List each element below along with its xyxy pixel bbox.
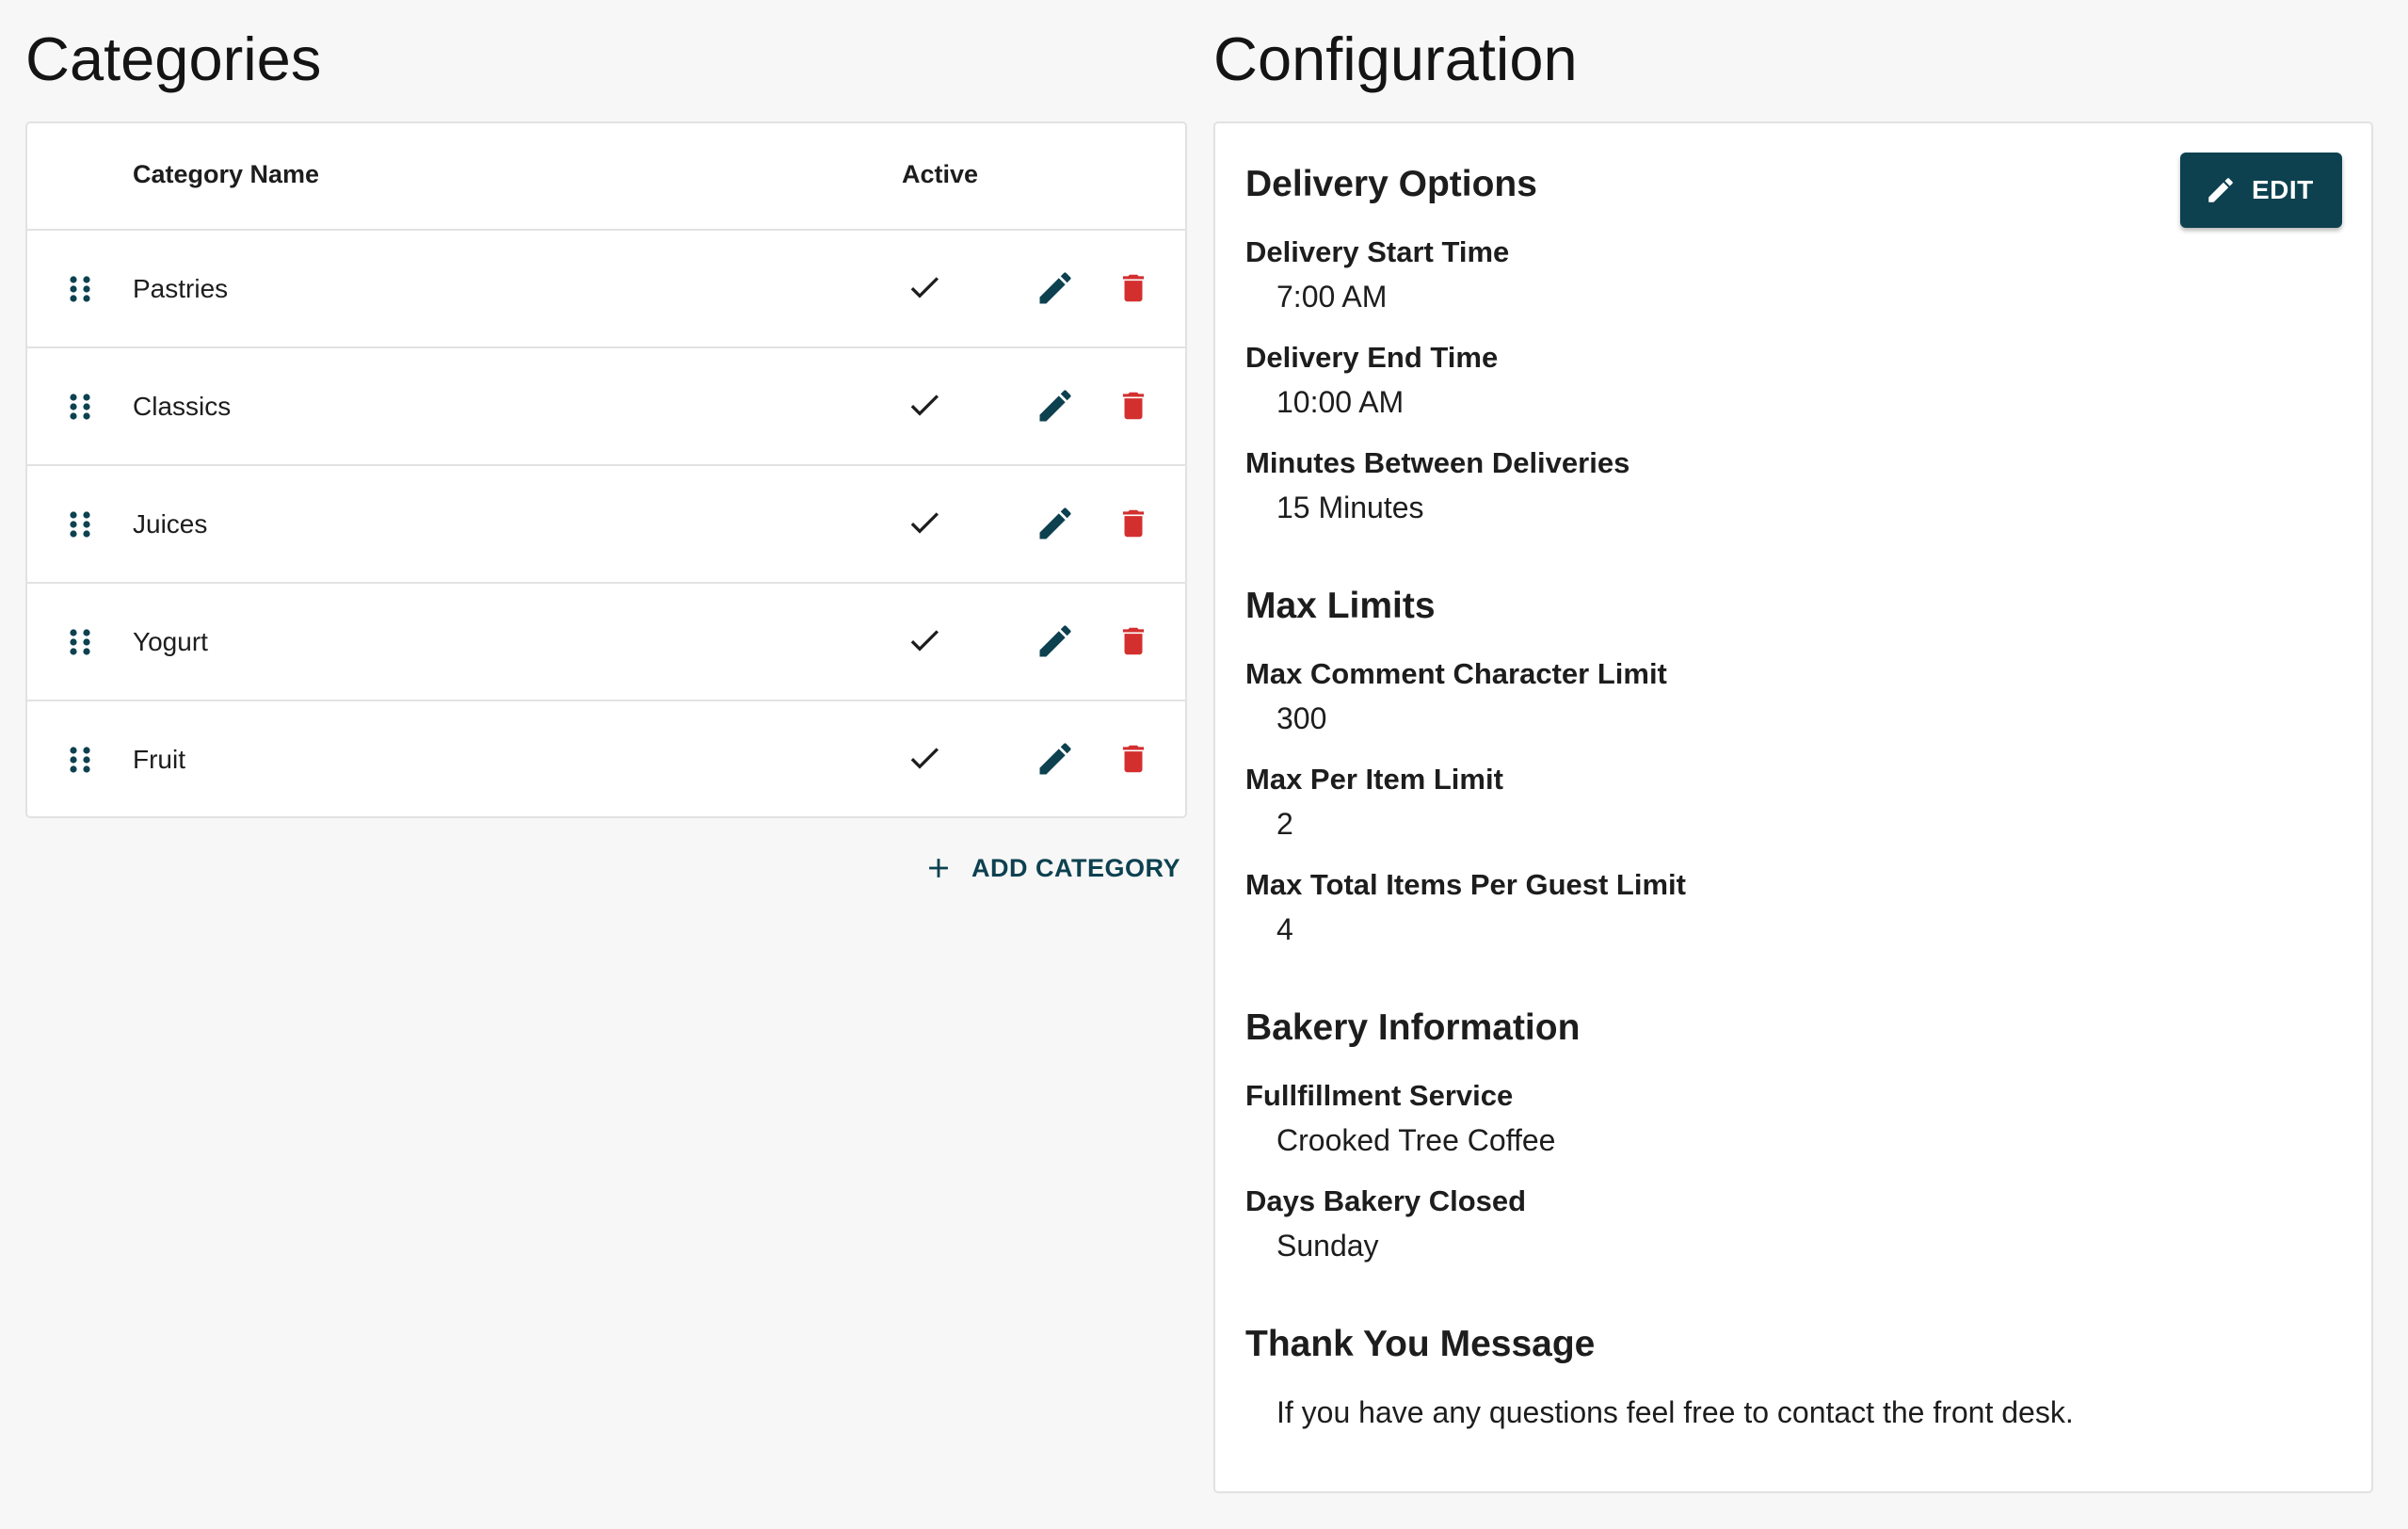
per-item-limit-value: 2 [1276,807,1293,841]
edit-category-button[interactable] [1035,620,1076,663]
per-item-limit-label: Max Per Item Limit [1245,763,1503,796]
drag-handle-icon[interactable] [66,507,94,541]
table-row [27,584,1185,701]
category-name: Pastries [133,274,229,303]
edit-category-button[interactable] [1035,737,1076,781]
check-icon [903,739,946,777]
fulfillment-service-label: Fullfillment Service [1245,1079,1514,1112]
table-row [27,231,1185,348]
drag-handle-icon[interactable] [66,390,94,424]
delete-category-button[interactable] [1116,384,1151,427]
pencil-icon [2205,174,2237,206]
drag-handle-icon[interactable] [66,743,94,777]
check-icon [903,504,946,541]
delivery-interval-value: 15 Minutes [1276,491,1424,524]
add-category-button[interactable] [923,847,1180,889]
configuration-title: Configuration [1213,24,1578,93]
total-items-limit-label: Max Total Items Per Guest Limit [1245,868,1686,901]
delete-category-button[interactable] [1116,266,1151,310]
delivery-options-title: Delivery Options [1245,164,1537,204]
edit-category-button[interactable] [1035,266,1076,310]
delivery-end-label: Delivery End Time [1245,341,1499,374]
thank-you-message-title: Thank You Message [1245,1324,1596,1364]
delivery-start-label: Delivery Start Time [1245,235,1510,268]
category-name: Juices [133,509,208,539]
delete-category-button[interactable] [1116,737,1151,781]
categories-title: Categories [25,24,322,93]
max-limits-title: Max Limits [1245,586,1436,626]
check-icon [903,621,946,659]
configuration-card [1213,121,2373,1493]
edit-category-button[interactable] [1035,384,1076,427]
table-row [27,348,1185,466]
comment-limit-label: Max Comment Character Limit [1245,657,1667,690]
edit-label: EDIT [2252,175,2314,204]
thank-you-message-text: If you have any questions feel free to contact the front desk. [1276,1395,2074,1429]
comment-limit-value: 300 [1276,701,1327,735]
total-items-limit-value: 4 [1276,912,1293,946]
days-closed-value: Sunday [1276,1229,1379,1263]
plus-icon [923,852,955,884]
fulfillment-service-value: Crooked Tree Coffee [1276,1123,1556,1157]
delivery-interval-label: Minutes Between Deliveries [1245,446,1630,479]
table-header [27,123,1185,231]
delete-category-button[interactable] [1116,502,1151,545]
delivery-start-value: 7:00 AM [1276,280,1388,314]
column-header-active: Active [902,160,979,188]
days-closed-label: Days Bakery Closed [1245,1184,1527,1217]
add-category-label: ADD CATEGORY [971,853,1180,882]
category-name: Classics [133,392,232,421]
delete-category-button[interactable] [1116,620,1151,663]
drag-handle-icon[interactable] [66,625,94,659]
edit-configuration-button[interactable] [2180,153,2342,228]
table-row [27,466,1185,584]
categories-table [25,121,1187,818]
edit-category-button[interactable] [1035,502,1076,545]
check-icon [903,386,946,424]
drag-handle-icon[interactable] [66,272,94,306]
column-header-category-name: Category Name [133,160,320,188]
category-name: Fruit [133,745,185,774]
check-icon [903,268,946,306]
delivery-end-value: 10:00 AM [1276,385,1405,419]
bakery-information-title: Bakery Information [1245,1007,1581,1048]
table-row [27,701,1185,819]
category-name: Yogurt [133,627,208,656]
